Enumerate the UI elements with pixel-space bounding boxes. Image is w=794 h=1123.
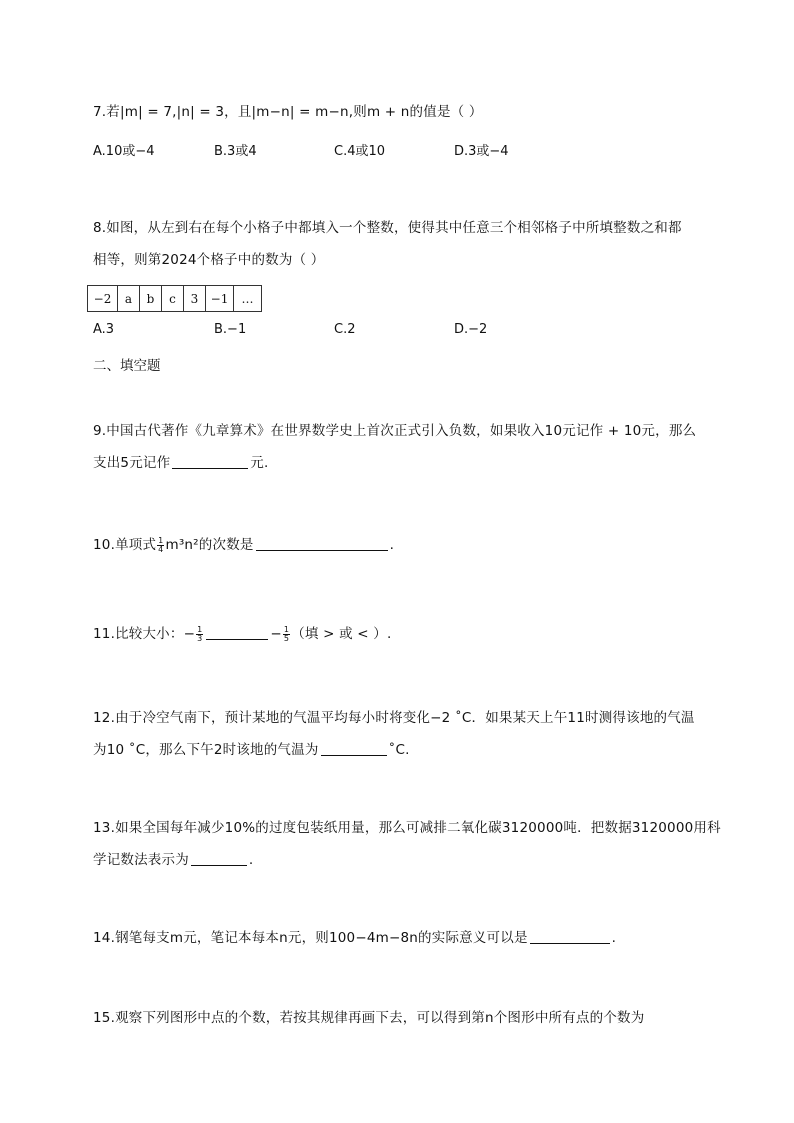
number-grid xyxy=(87,285,262,312)
q7-option-c: C.4或10 xyxy=(334,144,386,159)
q8-option-b: B.−1 xyxy=(214,322,247,337)
q10-text-post: . xyxy=(389,537,395,553)
q12-text-post: ˚C. xyxy=(388,742,410,758)
fraction-numerator: 1 xyxy=(197,624,203,634)
grid-cell: b xyxy=(140,286,162,311)
q13-text-post: . xyxy=(248,852,254,868)
answer-blank[interactable] xyxy=(206,625,268,640)
question-13-line-2 xyxy=(93,850,253,870)
q14-text-pre: 14.钢笔每支m元，笔记本每本n元，则100−4m−8n的实际意义可以是 xyxy=(93,930,528,946)
grid-cell: c xyxy=(162,286,184,311)
question-15-line-1: 15.观察下列图形中点的个数，若按其规律再画下去，可以得到第n个图形中所有点的个数为 xyxy=(93,1010,645,1026)
q11-text-post: （填 > 或 < ）. xyxy=(291,626,392,642)
answer-blank[interactable] xyxy=(172,454,248,469)
q9-text-pre: 支出5元记作 xyxy=(93,455,171,471)
fraction-numerator: 1 xyxy=(158,535,164,545)
q14-text-post: . xyxy=(611,930,617,946)
answer-blank[interactable] xyxy=(191,851,247,866)
question-10 xyxy=(93,535,394,555)
grid-cell: a xyxy=(118,286,140,311)
q13-text-pre: 学记数法表示为 xyxy=(93,852,189,868)
section-heading: 二、填空题 xyxy=(93,358,161,374)
question-11 xyxy=(93,624,391,644)
answer-blank[interactable] xyxy=(321,741,387,756)
q8-option-a: A.3 xyxy=(93,322,115,337)
question-9-line-1: 9.中国古代著作《九章算术》在世界数学史上首次正式引入负数，如果收入10元记作 + 10元，那么 xyxy=(93,423,697,439)
grid-cell: −2 xyxy=(88,286,118,311)
q9-text-post: 元. xyxy=(250,455,269,471)
grid-cell: 3 xyxy=(184,286,206,311)
fraction xyxy=(196,626,203,643)
answer-blank[interactable] xyxy=(256,536,388,551)
q10-text-pre: 10.单项式 xyxy=(93,537,157,553)
question-12-line-2 xyxy=(93,740,410,760)
fraction-numerator: 1 xyxy=(283,624,290,634)
question-13-line-1: 13.如果全国每年减少10%的过度包装纸用量，那么可减排二氧化碳3120000吨．把数据3120000用科 xyxy=(93,820,721,836)
q11-text-pre: 11.比较大小：− xyxy=(93,626,196,642)
fraction-denominator: 4 xyxy=(158,544,164,554)
q7-option-a: A.10或−4 xyxy=(93,144,155,159)
question-12-line-1: 12.由于冷空气南下，预计某地的气温平均每小时将变化−2 ˚C．如果某天上午11时测得该地的气温 xyxy=(93,710,695,726)
grid-cell: −1 xyxy=(206,286,234,311)
q11-text-mid: − xyxy=(270,626,282,642)
q8-option-c: C.2 xyxy=(334,322,356,337)
fraction-denominator: 3 xyxy=(197,633,203,643)
fraction-denominator: 5 xyxy=(283,633,290,643)
question-14 xyxy=(93,928,616,948)
question-8-line-1: 8.如图，从左到右在每个小格子中都填入一个整数，使得其中任意三个相邻格子中所填整数之和都 xyxy=(93,220,682,236)
answer-blank[interactable] xyxy=(530,929,610,944)
grid-cell: … xyxy=(241,291,254,306)
q7-option-d: D.3或−4 xyxy=(454,144,509,159)
question-8-line-2: 相等，则第2024个格子中的数为（ ） xyxy=(93,252,325,268)
q7-option-b: B.3或4 xyxy=(214,144,257,159)
question-9-line-2 xyxy=(93,453,269,473)
q12-text-pre: 为10 ˚C，那么下午2时该地的气温为 xyxy=(93,742,319,758)
fraction xyxy=(157,537,164,554)
q8-option-d: D.−2 xyxy=(454,322,488,337)
fraction xyxy=(283,626,290,643)
q10-text-mid: m³n²的次数是 xyxy=(165,537,254,553)
question-7-text: 7.若|m| = 7,|n| = 3，且|m−n| = m−n,则m + n的值是（ ） xyxy=(93,104,483,120)
